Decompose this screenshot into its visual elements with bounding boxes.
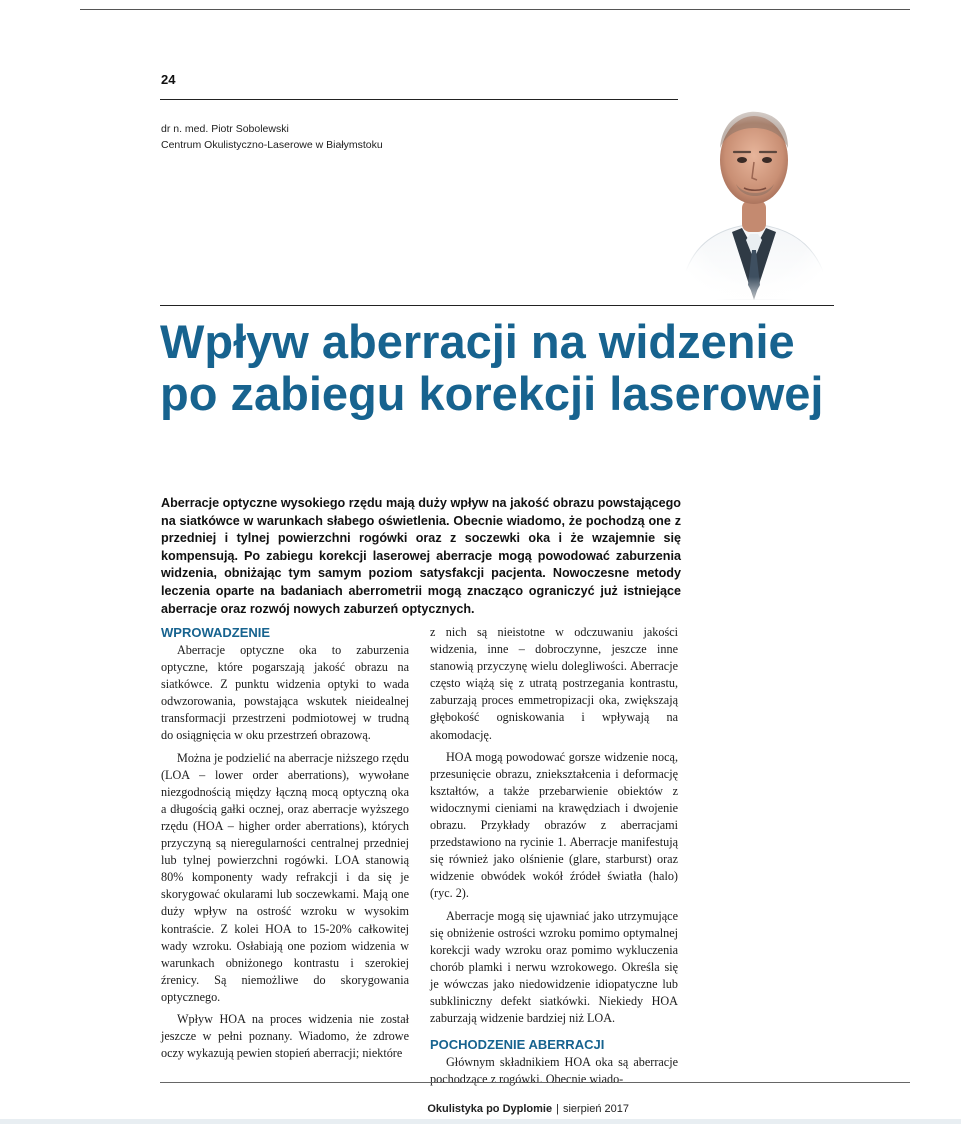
author-name: dr n. med. Piotr Sobolewski [161,123,289,135]
paragraph-continuation: z nich są nieistotne w odczuwaniu jakości widzenia, inne – dobroczynne, jeszcze inne stanowią przyczynę wielu dolegliwości. Aberracje często wiążą się z utratą postrzegania kontrastu, zaburzają proces emmetropizacji oka, zwiększają głębokość ogniskowania i wpływają na akomodację. [430,625,678,742]
paragraph: HOA mogą powodować gorsze widzenie nocą, przesunięcie obrazu, zniekształcenia i deformację kształtów, a także przebarwienie obiektów z widocznymi cieniami na krawędziach i dwojenie obrazu. Przykłady obrazów z aberracjami przedstawiono na rycinie 1. Aberracje manifestują się również jako olśnienie (glare, starburst) oraz widzenie obwódek wokół źródeł światła (halo) (ryc. 2). [430,749,678,901]
top-rule [80,9,910,10]
paragraph: Wpływ HOA na proces widzenia nie został jeszcze w pełni poznany. Wiadomo, że zdrowe oczy wykazują pewien stopień aberracji; niektóre [161,1011,409,1061]
text-column-left [161,624,409,1067]
title-rule [160,305,834,306]
footer [427,1103,629,1115]
issue-date: sierpień 2017 [562,1103,629,1115]
bottom-strip [0,1119,961,1124]
footer-rule [160,1082,910,1083]
paragraph: Głównym składnikiem HOA oka są aberracje pochodzące z rogówki. Obecnie wiado- [430,1055,678,1087]
author-photo [672,100,837,300]
text-column-right [430,624,678,1093]
paragraph: Aberracje mogą się ujawniać jako utrzymujące się obniżenie ostrości wzroku pomimo optymalnej korekcji wady wzroku oraz pomimo wykluczenia chorób plamki i nerwu wzrokowego. Określa się je wówczas jako niedowidzenie idiopatyczne lub subkliniczny defekt siatkówki. Niekiedy HOA zaburzają widzenie bardziej niż LOA. [430,908,678,1026]
paragraph: Aberracje optyczne oka to zaburzenia optyczne, które pogarszają jakość obrazu na siatkówce. Z punktu widzenia optyki to wada odwzorowania, powstająca wskutek nieidealnej transformacji przestrzeni podmiotowej w trudną do osiągnięcia w oku przestrzeń obrazową. [161,643,409,743]
section-heading-origin: POCHODZENIE ABERRACJI [430,1037,605,1053]
header-rule [160,99,678,100]
footer-separator: | [556,1103,559,1115]
journal-name: Okulistyka po Dyplomie [427,1103,553,1115]
article-lead: Aberracje optyczne wysokiego rzędu mają duży wpływ na jakość obrazu powstającego na siatkówce w warunkach słabego oświetlenia. Obecnie wiadomo, że pochodzą one z przedniej i tylnej powierzchni rogówki oraz z soczewki oka i że wzajemnie się kompensują. Po zabiegu korekcji laserowej aberracje mogą powodować zaburzenia widzenia, obniżając tym samym poziom satysfakcji pacjenta. Nowoczesne metody leczenia oparte na badaniach aberrometrii mogą znacząco ograniczyć już istniejące aberracje oraz rozwój nowych zaburzeń optycznych. [161,496,681,616]
paragraph: Można je podzielić na aberracje niższego rzędu (LOA – lower order aberrations), wywołane niezgodnością między łączną mocą optyczną oka a długością gałki ocznej, oraz aberracje wyższego rzędu (HOA – higher order aberrations), których przyczyną są nieregularności centralnej przedniej lub tylnej powierzchni rogówki. LOA stanowią 80% komponenty wady refrakcji i da się je skorygować okularami lub soczewkami. Mają one duży wpływ na ostrość wzroku w wysokim kontraście. Z kolei HOA to 15-20% całkowitej wady wzroku. Osłabiają one poziom widzenia w warunkach obniżonego kontrastu i szerokiej źrenicy. Są niemożliwe do skorygowania optycznego. [161,750,409,1004]
author-affiliation: Centrum Okulistyczno-Laserowe w Białymstoku [161,139,383,151]
section-heading-introduction: WPROWADZENIE [161,625,271,640]
page-number: 24 [161,72,176,87]
article-title: Wpływ aberracji na widzenie po zabiegu korekcji laserowej [160,315,824,420]
